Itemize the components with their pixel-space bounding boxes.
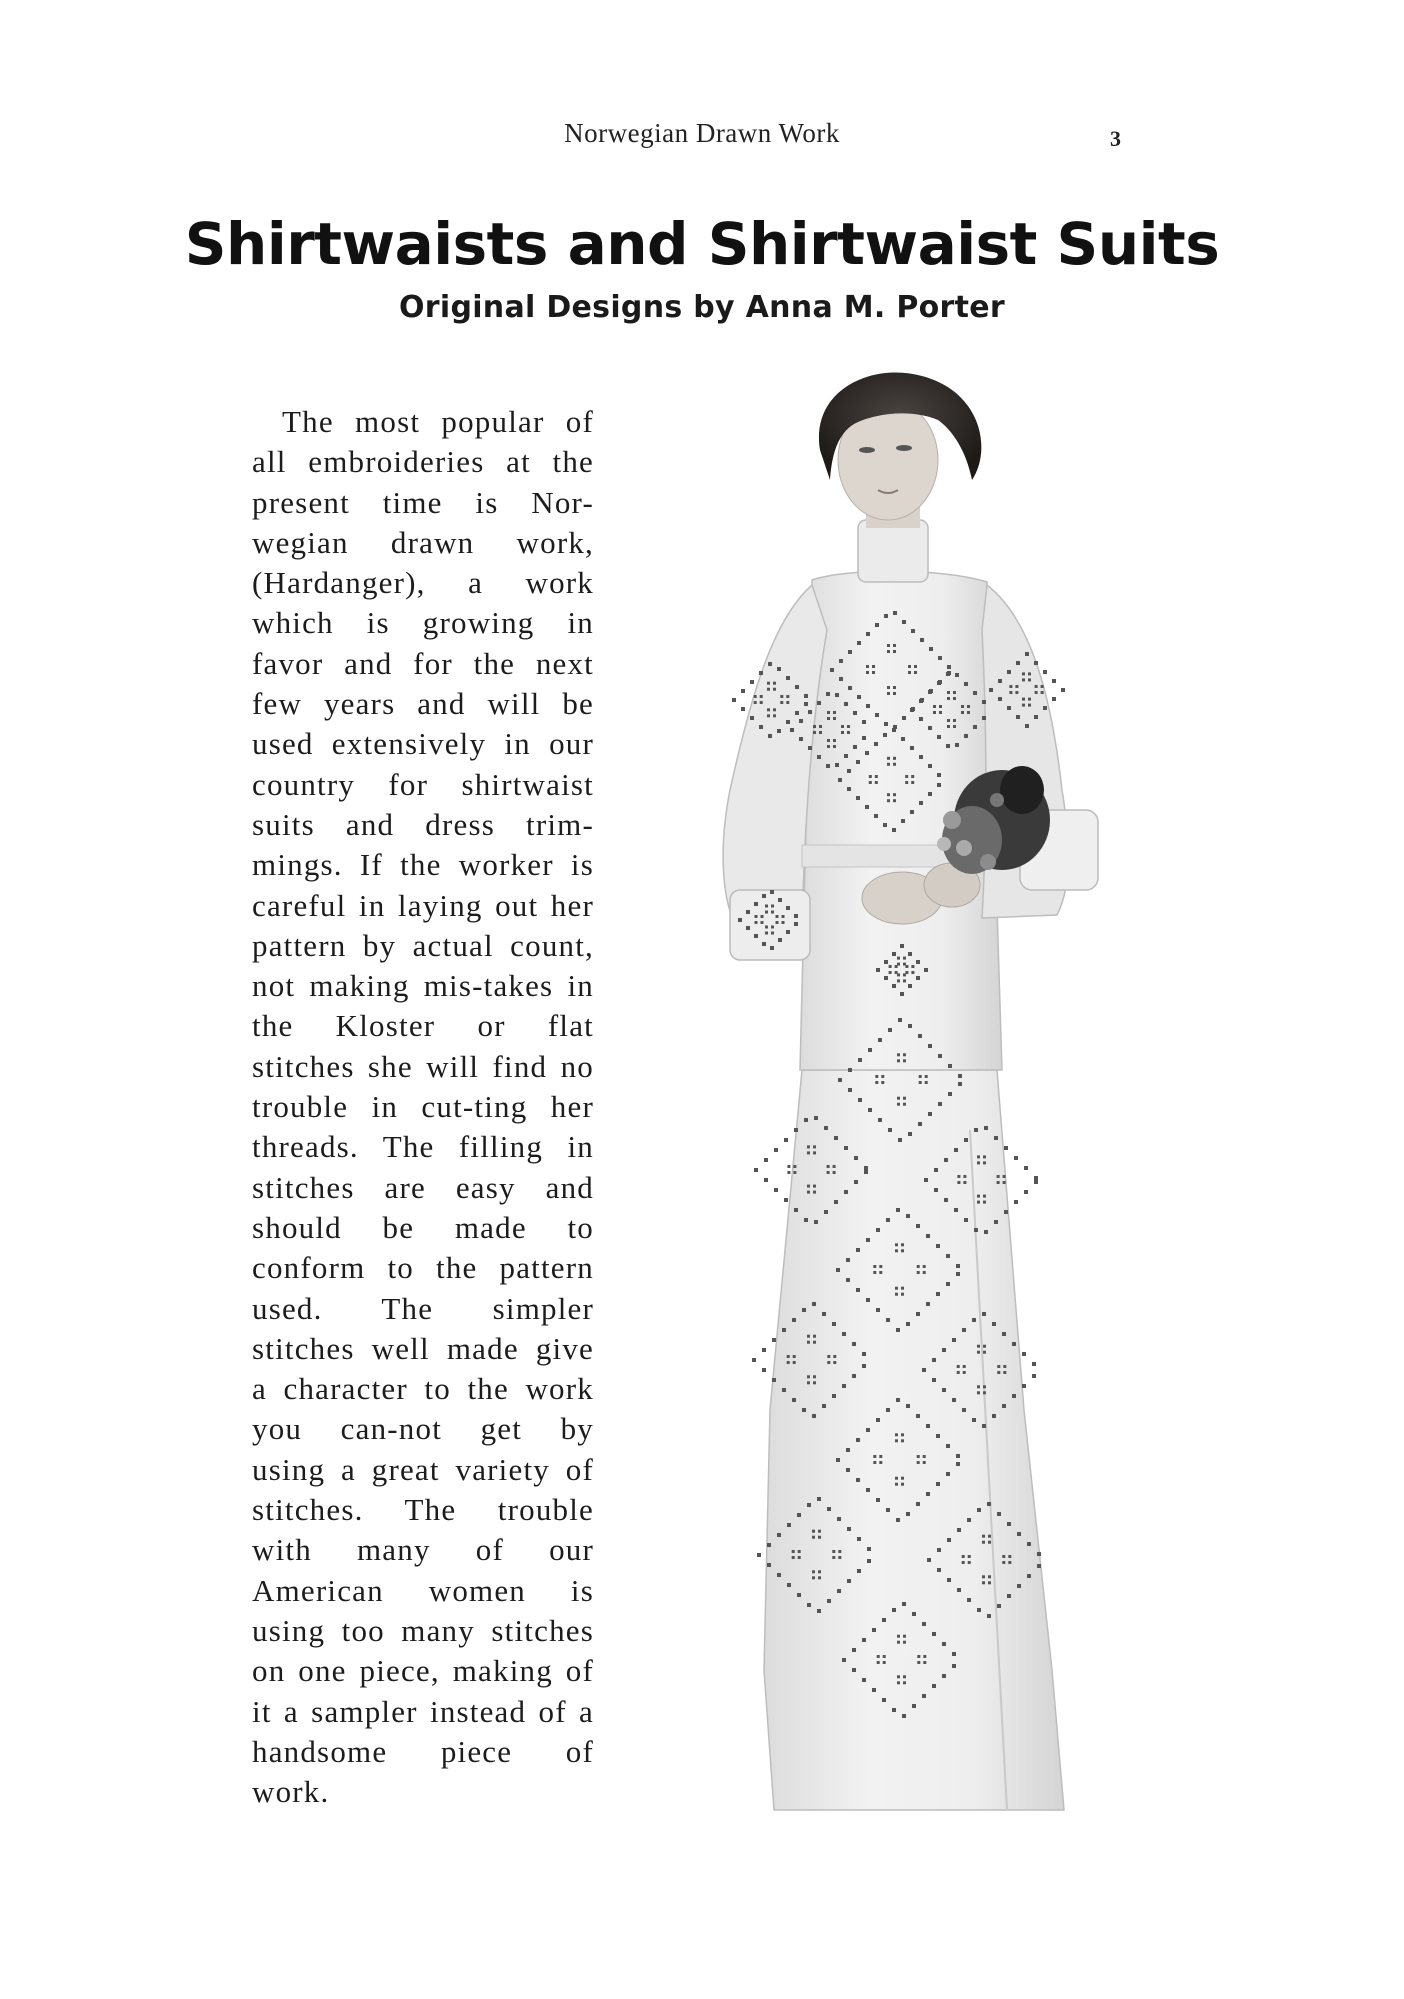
article-body: The most popular of all embroideries at the present time is Nor-wegian drawn work, (Hardanger), a work which is growing in favor and for the next few years and will be used extensively in our country for shirtwaist suits and dress trim-mings. If the worker is careful in laying out her pattern by actual count, not making mis-takes in the Kloster or flat stitches she will find no trouble in cut-ting her threads. The filling in stitches are easy and should be made to conform to the pattern used. The simpler stitches well made give a character to the work you can-not get by using a great variety of stitches. The trouble with many of our American women is using too many stitches on one piece, making of it a sampler instead of a handsome piece of work. — [252, 404, 594, 1810]
article-subtitle: Original Designs by Anna M. Porter — [398, 290, 1006, 325]
running-head: Norwegian Drawn Work — [564, 118, 840, 148]
high-collar — [858, 520, 928, 582]
page-number: 3 — [1110, 126, 1121, 151]
article-title: Shirtwaists and Shirtwaist Suits — [184, 210, 1220, 278]
dress-photo — [652, 370, 1140, 1830]
woman-in-dress-illustration — [652, 370, 1140, 1830]
dress-skirt — [764, 1070, 1064, 1810]
